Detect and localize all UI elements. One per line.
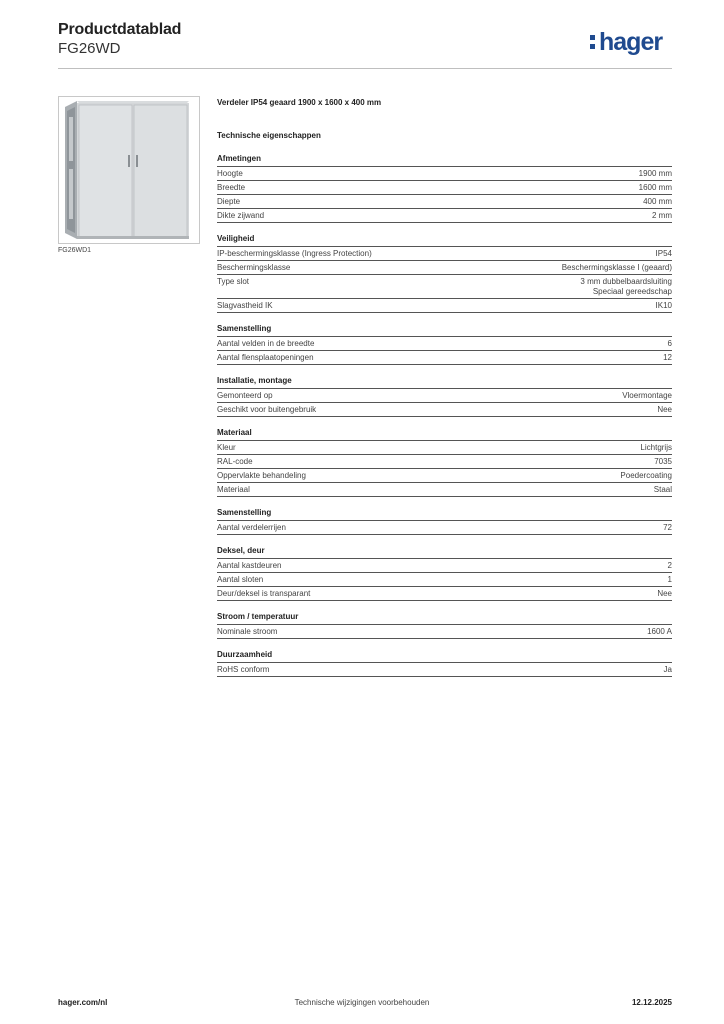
property-value xyxy=(622,391,672,401)
property-section xyxy=(217,507,672,535)
property-label: Hoogte xyxy=(217,169,243,178)
section-title: Afmetingen xyxy=(217,153,672,167)
property-row xyxy=(217,521,672,535)
property-label: Beschermingsklasse xyxy=(217,263,291,272)
property-section xyxy=(217,611,672,639)
property-label: Breedte xyxy=(217,183,246,192)
property-value-line: Nee xyxy=(657,405,672,414)
property-label: Geschikt voor buitengebruik xyxy=(217,405,317,414)
property-label: Materiaal xyxy=(217,485,250,494)
section-title: Samenstelling xyxy=(217,507,672,521)
property-section xyxy=(217,153,672,223)
property-row xyxy=(217,441,672,455)
property-value xyxy=(656,249,672,259)
property-value xyxy=(657,405,672,415)
property-section xyxy=(217,427,672,497)
property-value-line: 1 xyxy=(667,575,672,584)
property-value xyxy=(668,561,672,571)
property-value xyxy=(562,263,672,273)
property-section xyxy=(217,649,672,677)
property-value-line: IP54 xyxy=(655,249,672,258)
property-row xyxy=(217,181,672,195)
document-title: Productdatablad xyxy=(58,21,182,38)
property-label: IP-beschermingsklasse (Ingress Protection) xyxy=(217,249,372,258)
property-label: Kleur xyxy=(217,443,236,452)
product-content xyxy=(217,97,672,687)
technical-properties-title: Technische eigenschappen xyxy=(217,131,321,140)
property-value xyxy=(657,589,672,599)
product-code: FG26WD xyxy=(58,40,121,57)
property-value xyxy=(620,471,672,481)
section-title: Duurzaamheid xyxy=(217,649,672,663)
property-value-line: 12 xyxy=(663,353,672,362)
property-row xyxy=(217,261,672,275)
property-value-line: Speciaal gereedschap xyxy=(592,287,672,296)
property-value-line: 72 xyxy=(663,523,672,532)
property-label: Aantal velden in de breedte xyxy=(217,339,315,348)
section-title: Stroom / temperatuur xyxy=(217,611,672,625)
property-value-line: 400 mm xyxy=(643,197,672,206)
property-value-line: 1600 A xyxy=(647,627,672,636)
property-section xyxy=(217,323,672,365)
property-label: Type slot xyxy=(217,277,250,286)
property-value xyxy=(654,457,672,467)
product-image xyxy=(58,96,200,244)
property-label: Aantal verdelerrijen xyxy=(217,523,286,532)
property-row xyxy=(217,469,672,483)
header-divider xyxy=(58,68,672,69)
property-label: Deur/deksel is transparant xyxy=(217,589,311,598)
property-value xyxy=(656,301,672,311)
section-title: Installatie, montage xyxy=(217,375,672,389)
section-title: Deksel, deur xyxy=(217,545,672,559)
property-value xyxy=(668,339,672,349)
property-row xyxy=(217,663,672,677)
section-title: Veiligheid xyxy=(217,233,672,247)
property-value xyxy=(643,197,672,207)
property-value xyxy=(654,485,672,495)
property-label: Aantal kastdeuren xyxy=(217,561,282,570)
property-row xyxy=(217,337,672,351)
property-section xyxy=(217,545,672,601)
property-value-line: Staal xyxy=(653,485,672,494)
property-row xyxy=(217,403,672,417)
property-row xyxy=(217,167,672,181)
property-label: Aantal sloten xyxy=(217,575,264,584)
property-label: Nominale stroom xyxy=(217,627,278,636)
footer-disclaimer: Technische wijzigingen voorbehouden xyxy=(294,998,430,1007)
property-section xyxy=(217,233,672,313)
property-value-line: Poedercoating xyxy=(620,471,672,480)
property-row xyxy=(217,587,672,601)
property-label: RoHS conform xyxy=(217,665,270,674)
property-row xyxy=(217,351,672,365)
property-row xyxy=(217,299,672,313)
property-value-line: 7035 xyxy=(654,457,672,466)
property-row xyxy=(217,389,672,403)
property-row xyxy=(217,275,672,299)
footer-website[interactable]: hager.com/nl xyxy=(58,998,108,1007)
hager-logo xyxy=(590,26,662,58)
logo-text: hager xyxy=(599,27,663,56)
distribution-cabinet-image xyxy=(59,97,199,243)
property-row xyxy=(217,559,672,573)
property-label: Slagvastheid IK xyxy=(217,301,273,310)
property-sections xyxy=(217,153,672,677)
property-value-line: 3 mm dubbelbaardsluiting xyxy=(580,277,672,286)
logo-dots-icon xyxy=(590,33,596,51)
property-row xyxy=(217,209,672,223)
property-value xyxy=(663,353,672,363)
property-value xyxy=(668,575,672,585)
property-row xyxy=(217,455,672,469)
property-value-line: 1600 mm xyxy=(638,183,672,192)
property-label: Dikte zijwand xyxy=(217,211,265,220)
property-value xyxy=(652,211,672,221)
property-value xyxy=(664,665,672,675)
image-caption: FG26WD1 xyxy=(58,247,92,254)
property-value-line: 2 mm xyxy=(652,211,672,220)
product-description: Verdeler IP54 geaard 1900 x 1600 x 400 mm xyxy=(217,98,382,107)
property-label: Diepte xyxy=(217,197,241,206)
property-value-line: 2 xyxy=(667,561,672,570)
property-row xyxy=(217,483,672,497)
property-value-line: 1900 mm xyxy=(638,169,672,178)
property-value xyxy=(640,443,672,453)
property-label: Oppervlakte behandeling xyxy=(217,471,306,480)
section-title: Materiaal xyxy=(217,427,672,441)
property-value-line: Vloermontage xyxy=(622,391,672,400)
property-value xyxy=(639,183,672,193)
footer-date: 12.12.2025 xyxy=(631,998,672,1007)
property-label: RAL-code xyxy=(217,457,253,466)
property-value xyxy=(663,523,672,533)
property-value xyxy=(580,277,672,297)
property-value-line: IK10 xyxy=(655,301,672,310)
property-value-line: Lichtgrijs xyxy=(640,443,672,452)
property-section xyxy=(217,375,672,417)
property-value xyxy=(639,169,672,179)
property-row xyxy=(217,573,672,587)
section-title: Samenstelling xyxy=(217,323,672,337)
property-row xyxy=(217,625,672,639)
property-label: Aantal flensplaatopeningen xyxy=(217,353,314,362)
property-value xyxy=(647,627,672,637)
property-row xyxy=(217,247,672,261)
property-value-line: Beschermingsklasse I (geaard) xyxy=(561,263,672,272)
property-label: Gemonteerd op xyxy=(217,391,273,400)
property-row xyxy=(217,195,672,209)
property-value-line: Ja xyxy=(663,665,672,674)
property-value-line: Nee xyxy=(657,589,672,598)
property-value-line: 6 xyxy=(667,339,672,348)
